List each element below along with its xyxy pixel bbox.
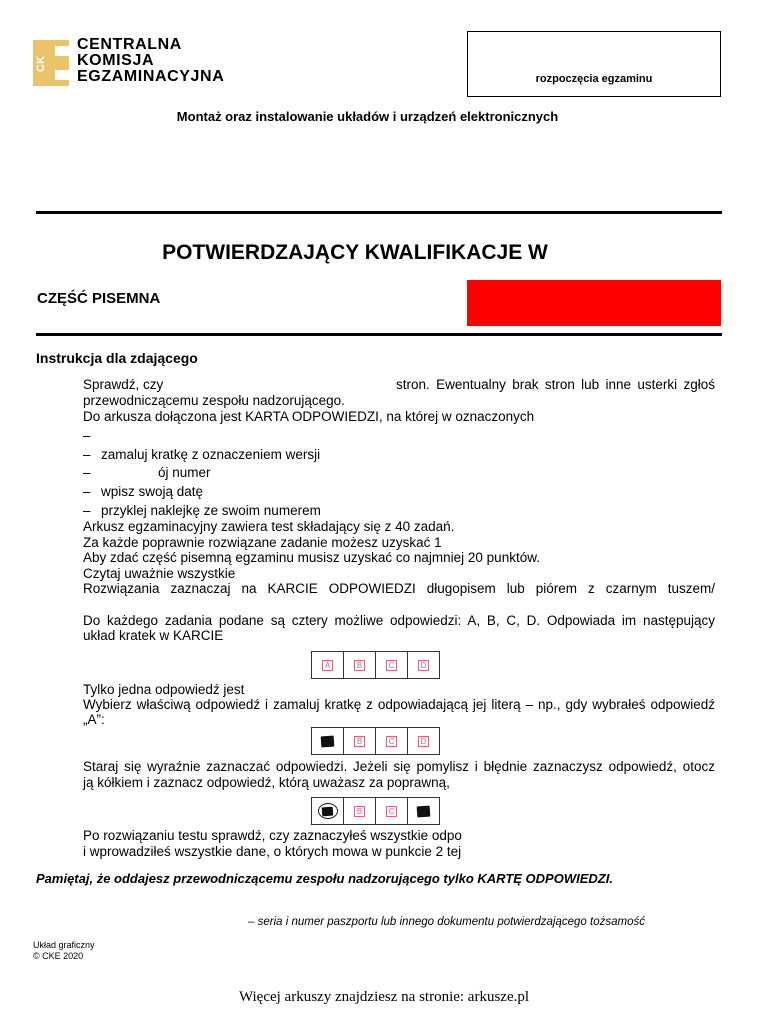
top-divider [36, 211, 722, 214]
instr-line-4: Arkusz egzaminacyjny zawiera test składający się z 40 zadań. [83, 519, 455, 534]
instr-line-8: Rozwiązania zaznaczaj na KARCIE ODPOWIEDZI długopisem lub piórem z czarnym tuszem/ [83, 581, 715, 596]
answer-box-d: D [418, 660, 429, 671]
bullet-1: zamaluj kratkę z oznaczeniem wersji [101, 447, 321, 462]
answer-cell-c [375, 651, 408, 679]
instr-line-11: Tylko jedna odpowiedź jest [83, 682, 245, 697]
bullet-3: wpisz swoją datę [101, 484, 204, 499]
logo-line-1: CENTRALNA [77, 36, 182, 53]
instr-line-13: „A”: [83, 712, 105, 727]
answer-mark-circled [318, 803, 338, 819]
instr-line-3: Do arkusza dołączona jest KARTA ODPOWIEDZI, na której w oznaczonych [83, 409, 535, 424]
answer-box-a: A [322, 660, 333, 671]
answer-cell-d [407, 727, 440, 755]
exam-title: POTWIERDZAJĄCY KWALIFIKACJE W [162, 241, 548, 264]
answer-mark-filled [321, 735, 335, 747]
instr-line-10: układ kratek w KARCIE [83, 628, 224, 643]
footer-link-text[interactable]: Więcej arkuszy znajdziesz na stronie: arkusze.pl [238, 989, 530, 1005]
instr-line-6: Aby zdać część pisemną egzaminu musisz uzyskać co najmniej 20 punktów. [83, 550, 540, 565]
answer-box-c: C [386, 660, 397, 671]
graphic-layout-line-2: © CKE 2020 [33, 951, 84, 961]
bullet-dash-3: – [83, 484, 91, 499]
instr-line-12: Wybierz właściwą odpowiedź i zamaluj kratkę z odpowiadającą jej literą – np., gdy wybrałeś odpowiedź [83, 697, 715, 712]
exam-start-label: rozpoczęcia egzaminu [535, 73, 653, 85]
instr-line-5: Za każde poprawnie rozwiązane zadanie możesz uzyskać 1 [83, 535, 442, 550]
answer-box-b: B [354, 806, 365, 817]
bullet-dash-4: – [83, 503, 91, 518]
qualification-subject: Montaż oraz instalowanie układów i urządzeń elektronicznych [176, 109, 559, 124]
instr-line-2: przewodniczącemu zespołu nadzorującego. [83, 393, 345, 408]
answer-cell-a [311, 797, 344, 825]
red-banner [467, 280, 721, 326]
answer-cell-c [375, 797, 408, 825]
logo-line-3: EGZAMINACYJNA [77, 68, 225, 85]
instr-line-14: Staraj się wyraźnie zaznaczać odpowiedzi. Jeżeli się pomylisz i błędnie zaznaczysz odpowiedź, otocz [83, 759, 715, 774]
answer-cell-a [311, 651, 344, 679]
cke-logo-mark [33, 40, 69, 86]
answer-cell-c [375, 727, 408, 755]
logo-line-2: KOMISJA [77, 52, 155, 69]
answer-cell-b [343, 651, 376, 679]
answer-cell-b [343, 727, 376, 755]
instr-line-9: Do każdego zadania podane są cztery możliwe odpowiedzi: A, B, C, D. Odpowiada im następujący [83, 613, 715, 628]
answer-mark-filled [322, 806, 334, 816]
answer-grid-example-filled [311, 727, 440, 755]
answer-box-c: C [386, 806, 397, 817]
reminder-note: Pamiętaj, że oddajesz przewodniczącemu zespołu nadzorującego tylko KARTĘ ODPOWIEDZI. [36, 871, 613, 886]
svg-text:CK: CK [35, 56, 47, 72]
graphic-layout-line-1: Układ graficzny [33, 940, 95, 950]
exam-start-box [467, 31, 721, 97]
cke-logo-text [77, 37, 224, 85]
answer-grid-example-corrected [311, 797, 440, 825]
answer-box-d: D [418, 736, 429, 747]
answer-box-c: C [386, 736, 397, 747]
answer-box-b: B [354, 736, 365, 747]
bullet-2: ój numer [158, 465, 211, 480]
answer-cell-d [407, 651, 440, 679]
instr-line-1a: Sprawdź, czy [83, 377, 164, 392]
passport-note: – seria i numer paszportu lub innego dokumentu potwierdzającego tożsamość [248, 916, 645, 928]
instr-line-1b: stron. Ewentualny brak stron lub inne usterki zgłoś [396, 377, 715, 392]
part-title: CZĘŚĆ PISEMNA [37, 290, 161, 307]
instr-line-7: Czytaj uważnie wszystkie [83, 566, 236, 581]
instr-line-15: ją kółkiem i zaznacz odpowiedź, którą uważasz za poprawną, [83, 775, 450, 790]
bullet-dash-2: – [83, 465, 91, 480]
answer-cell-d [407, 797, 440, 825]
graphic-layout-credit [33, 940, 95, 962]
answer-mark-filled [417, 805, 431, 817]
bullet-dash-1: – [83, 447, 91, 462]
answer-grid-example-empty [311, 651, 440, 679]
bottom-divider [36, 333, 722, 336]
instructions-heading: Instrukcja dla zdającego [36, 350, 198, 366]
bullet-4: przyklej naklejkę ze swoim numerem [101, 503, 321, 518]
instr-line-17: i wprowadziłeś wszystkie dane, o których mowa w punkcie 2 tej [83, 844, 462, 859]
answer-cell-b [343, 797, 376, 825]
answer-box-b: B [354, 660, 365, 671]
answer-cell-a [311, 727, 344, 755]
bullet-dash-0: – [83, 428, 91, 443]
instr-line-16: Po rozwiązaniu testu sprawdź, czy zaznaczyłeś wszystkie odpo [83, 828, 462, 843]
